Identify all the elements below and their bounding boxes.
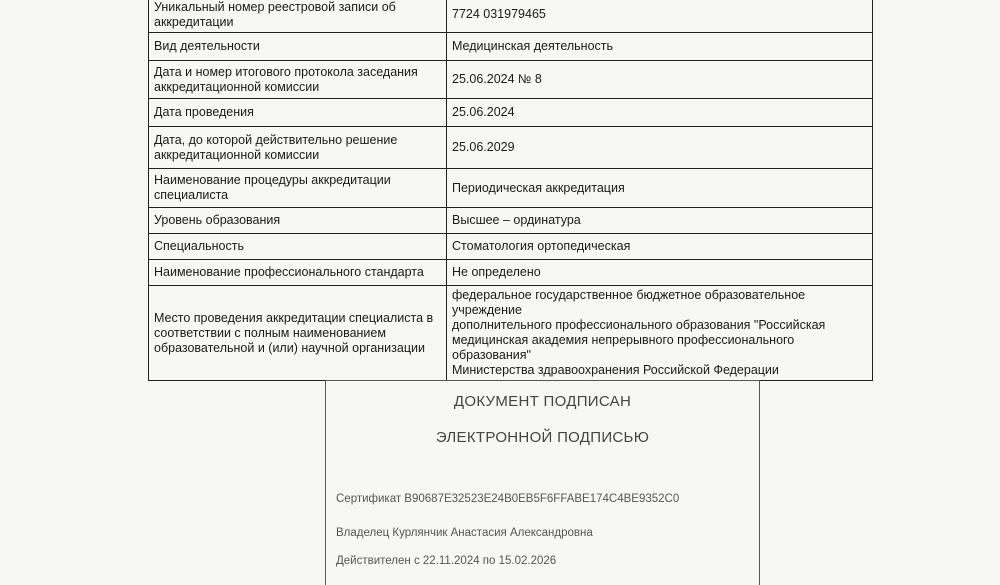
- row-value-line: дополнительного профессионального образования "Российская: [452, 318, 826, 332]
- table-row: [149, 33, 873, 61]
- row-value-line: Периодическая аккредитация: [452, 180, 625, 195]
- row-label: [149, 234, 447, 260]
- signature-certificate: Сертификат B90687E32523E24B0EB5F6FFABE174C4BE9352C0: [336, 493, 680, 505]
- row-value-line: 25.06.2024 № 8: [452, 72, 542, 86]
- row-value: [447, 99, 873, 127]
- row-value: [447, 0, 873, 33]
- row-label: [149, 33, 447, 61]
- row-value-line: 25.06.2024: [452, 105, 515, 119]
- row-value: [447, 208, 873, 234]
- row-label-line: специалиста: [154, 188, 229, 202]
- row-value: [447, 260, 873, 286]
- row-value-line: 25.06.2029: [452, 140, 515, 154]
- row-value: [447, 33, 873, 61]
- row-value-line: Стоматология ортопедическая: [452, 239, 631, 253]
- row-label-line: аккредитации: [154, 14, 234, 29]
- row-label-line: Наименование процедуры аккредитации: [154, 173, 391, 187]
- row-label-line: Специальность: [154, 239, 244, 253]
- row-label-line: аккредитационной комиссии: [154, 147, 320, 162]
- row-label: [149, 169, 447, 208]
- table-row: [149, 234, 873, 260]
- signature-owner: Владелец Курлянчик Анастасия Александровна: [336, 527, 593, 539]
- row-value-line: Не определено: [452, 265, 541, 279]
- row-label-line: Место проведения аккредитации специалиста в: [154, 310, 434, 325]
- row-value-line: Министерства здравоохранения Российской Федерации: [452, 363, 779, 377]
- table-row: [149, 99, 873, 127]
- row-value: [447, 234, 873, 260]
- row-label: [149, 61, 447, 99]
- row-value-line: Высшее – ординатура: [452, 213, 581, 227]
- row-value-line: федеральное государственное бюджетное образовательное учреждение: [452, 288, 806, 317]
- row-label-line: аккредитационной комиссии: [154, 79, 320, 94]
- row-label: [149, 208, 447, 234]
- row-label-line: Наименование профессионального стандарта: [154, 265, 424, 279]
- row-label: [149, 99, 447, 127]
- row-label-line: Дата и номер итогового протокола заседания: [154, 64, 418, 79]
- table-row: [149, 127, 873, 169]
- signature-title-line1: ДОКУМЕНТ ПОДПИСАН: [453, 393, 632, 410]
- accreditation-table: [148, 0, 873, 381]
- row-value-line: Медицинская деятельность: [452, 39, 614, 53]
- row-label-line: соответствии с полным наименованием: [154, 325, 386, 340]
- row-label-line: Дата, до которой действительно решение: [154, 132, 398, 147]
- table-row: [149, 286, 873, 381]
- row-value-line: 7724 031979465: [452, 7, 546, 21]
- row-label: [149, 286, 447, 381]
- table-row: [149, 61, 873, 99]
- row-value: [447, 127, 873, 169]
- row-label-line: Уникальный номер реестровой записи об: [154, 0, 396, 14]
- table-row: [149, 260, 873, 286]
- row-label-line: Дата проведения: [154, 105, 254, 119]
- table-row: [149, 169, 873, 208]
- row-label: [149, 0, 447, 33]
- row-label: [149, 127, 447, 169]
- table-row: [149, 0, 873, 33]
- row-value: [447, 286, 873, 381]
- row-value-line: медицинская академия непрерывного профессионального образования": [452, 333, 795, 362]
- row-value: [447, 61, 873, 99]
- row-label-line: Уровень образования: [154, 213, 281, 227]
- signature-title-line2: ЭЛЕКТРОННОЙ ПОДПИСЬЮ: [435, 429, 650, 446]
- accreditation-table-body: [149, 0, 873, 381]
- table-row: [149, 208, 873, 234]
- row-label-line: образовательной и (или) научной организации: [154, 340, 425, 355]
- e-signature-stamp: [325, 380, 760, 585]
- row-value: [447, 169, 873, 208]
- row-label: [149, 260, 447, 286]
- signature-validity: Действителен с 22.11.2024 по 15.02.2026: [336, 555, 557, 567]
- row-label-line: Вид деятельности: [154, 39, 260, 53]
